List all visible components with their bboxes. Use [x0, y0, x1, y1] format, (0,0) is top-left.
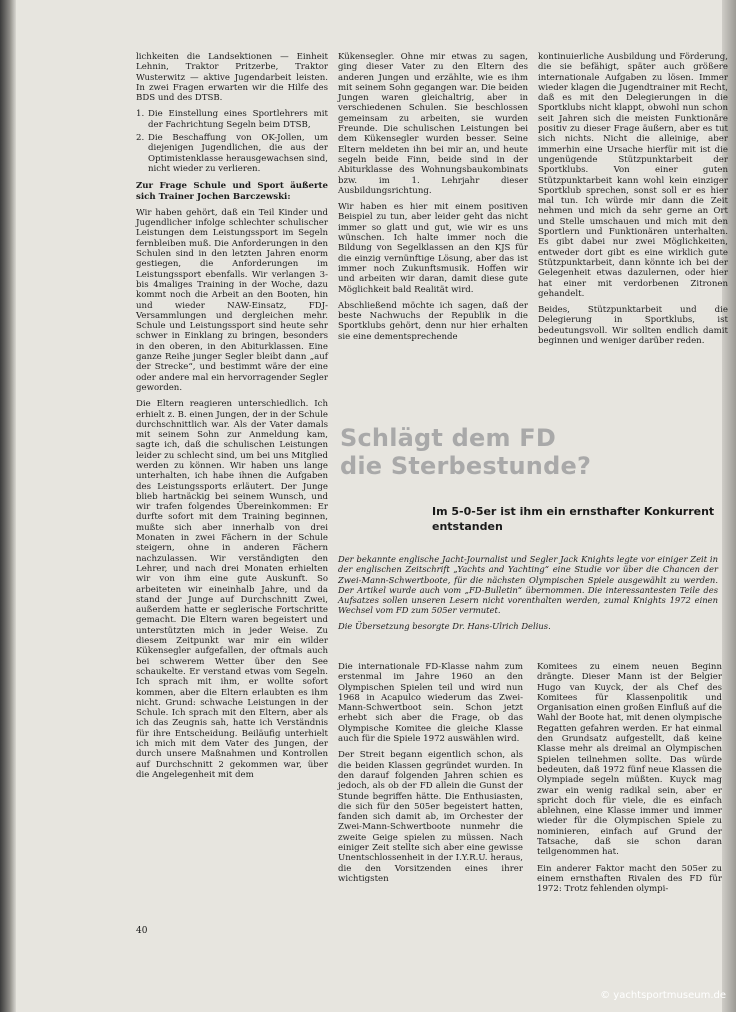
watermark: © yachtsportmuseum.de — [600, 990, 726, 1001]
article-subtitle: Im 5-0-5er ist ihm ein ernsthafter Konkurrent entstanden — [432, 505, 715, 533]
paragraph: Der Streit begann eigentlich schon, als die beiden Klassen gegründet wurden. In den darauf folgenden Jahren schien es jedoch, als ob der FD allein die Gunst der Stunde begriffen hätte. Die Enthusiasten, die sich für den 505er begeistert hatten, fanden sich damit ab, im Orchester der Zwei-Mann-Schwertboote nunmehr die zweite Geige spielen zu müssen. Nach einiger Zeit stellte sich aber eine gewisse Unentschlossenheit in der I.Y.R.U. heraus, die den Vorsitzenden eines ihrer wichtigsten — [338, 750, 523, 884]
page-number: 40 — [136, 926, 148, 936]
paragraph: Beides, Stützpunktarbeit und die Delegierung in Sportklubs, ist bedeutungsvoll. Wir sollten endlich damit beginnen und weniger darüber reden. — [538, 305, 728, 347]
paragraph: Wir haben es hier mit einem positiven Beispiel zu tun, aber leider geht das nicht immer so glatt und gut, wie wir es uns wünschen. Ich halte immer noch die Bildung von Segelklassen an den KJS für die einzig vernünftige Lösung, aber das ist immer noch Zukunftsmusik. Hoffen wir und arbeiten wir daran, damit diese gute Möglichkeit bald Realität wird. — [338, 202, 528, 295]
paragraph: Kükensegler. Ohne mir etwas zu sagen, ging dieser Vater zu den Eltern des anderen Jungen und erzählte, wie es ihm mit seinem Sohn gegangen war. Die beiden Jungen waren gleichaltrig, aber in verschiedenen Schulen. Sie beschlossen gemeinsam zu arbeiten, sie wurden Freunde. Die schulischen Leistungen bei dem Kükensegler wurden besser. Seine Eltern meldeten ihn bei mir an, und heute segeln beide Finn, beide sind in der Abiturklasse des Wohnungsbaukombinats bzw. im 1. Lehrjahr dieser Ausbildungsrichtung. — [338, 52, 528, 196]
paragraph: lichkeiten die Landsektionen — Einheit Lehnin, Traktor Pritzerbe, Traktor Wusterwitz — aktive Jugendarbeit leisten. In zwei Fragen erwarten wir die Hilfe des BDS und des DTSB. — [136, 52, 328, 104]
article-headline: Schlägt dem FD die Sterbestunde? — [340, 424, 592, 480]
intro-text: Der bekannte englische Jacht-Journalist und Segler Jack Knights legte vor einiger Zeit in der englischen Zeitschrift „Yachts and Yachting“ eine Studie vor über die Chancen der Zwei-Mann-Schwertboote, für die nächsten Olympischen Spiele ausgewählt zu werden. Der Artikel wurde auch vom „FD-Bulletin“ übernommen. Die interessantesten Teile des Aufsatzes sollen unseren Lesern nicht vorenthalten werden, zumal Knights 1972 einen Wechsel vom FD zum 505er vermutet. — [338, 554, 718, 616]
column-right — [538, 52, 728, 352]
paragraph: Ein anderer Faktor macht den 505er zu einem ernsthaften Rivalen des FD für 1972: Trotz fehlenden olympi- — [537, 863, 722, 895]
article-column-right — [537, 662, 722, 901]
list-item: 2. Die Beschaffung von OK-Jollen, um diejenigen Jugendlichen, die aus der Optimistenklasse herausgewachsen sind, nicht wieder zu verlieren. — [136, 133, 328, 174]
article-column-left — [338, 662, 523, 890]
article-intro — [338, 554, 718, 636]
paragraph: Die Eltern reagieren unterschiedlich. Ich erhielt z. B. einen Jungen, der in der Schule durchschnittlich war. Als der Vater damals mit seinem Sohn zur Anmeldung kam, sagte ich, daß die schulischen Leistungen leider zu schlecht sind, um bei uns Mitglied werden zu können. Wir haben uns lange unterhalten, ich habe ihnen die Aufgaben des Leistungssports erläutert. Der Junge blieb hartnäckig bei seinem Wunsch, und wir trafen folgendes Übereinkommen: Er durfte sofort mit dem Training beginnen, mußte sich aber innerhalb von drei Monaten in zwei Fächern in der Schule steigern, ohne in anderen Fächern nachzulassen. Wir verständigten den Lehrer, und nach drei Monaten erhielten wir von ihm eine gute Auskunft. So arbeiteten wir eineinhalb Jahre, und da stand der Junge auf Durchschnitt Zwei, außerdem hatte er seglerische Fortschritte gemacht. Die Eltern waren begeistert und unterstützten mich in jeder Weise. Zu diesem Zeitpunkt war mir ein wilder Kükensegler aufgefallen, der oftmals auch bei schwerem Wetter über den See schaukelte. Er verstand etwas vom Segeln. Ich sprach mit ihm, er wollte sofort kommen, aber die Eltern erlaubten es ihm nicht. Grund: schwache Leistungen in der Schule. Ich sprach mit den Eltern, aber als ich das Zeugnis sah, hatte ich Verständnis für ihre Entscheidung. Beiläufig unterhielt ich mich mit dem Vater des Jungen, der durch unsere Maßnahmen und Kontrollen auf Durchschnitt 2 gekommen war, über die Angelegenheit mit dem — [136, 399, 328, 780]
paragraph: Wir haben gehört, daß ein Teil Kinder und Jugendlicher infolge schlechter schulischer Leistungen dem Leistungssport im Segeln fernbleiben muß. Die Anforderungen in den Schulen sind in den letzten Jahren enorm gestiegen, die Anforderungen im Leistungssport ebenfalls. Wir verlangen 3- bis 4maliges Training in der Woche, dazu kommt noch die Arbeit an den Booten, hin und wieder NAW-Einsatz, FDJ-Versammlungen und dergleichen mehr. Schule und Leistungssport sind heute sehr schwer in Einklang zu bringen, besonders in den oberen, in den Abiturklassen. Eine ganze Reihe junger Segler bleibt dann „auf der Strecke“, und bestimmt wäre der eine oder andere mal ein hervorragender Segler geworden. — [136, 207, 328, 393]
paragraph: Die internationale FD-Klasse nahm zum erstenmal im Jahre 1960 an den Olympischen Spielen teil und wird nun 1968 in Acapulco wiederum das Zwei-Mann-Schwertboot sein. Schon jetzt erhebt sich aber die Frage, ob das Olympische Komitee die gleiche Klasse auch für die Spiele 1972 auswählen wird. — [338, 662, 523, 745]
translator-credit: Die Übersetzung besorgte Dr. Hans-Ulrich Delius. — [338, 620, 551, 631]
paragraph: kontinuierliche Ausbildung und Förderung, die sie befähigt, später auch größere internationale Aufgaben zu lösen. Immer wieder klagen die Jugendtrainer mit Recht, daß es mit den Delegierungen in die Sportklubs nicht klappt, obwohl nun schon seit Jahren sich die meisten Funktionäre positiv zu dieser Frage äußern, aber es tut sich nichts. Nicht die alleinige, aber immerhin eine Ursache hierfür mit ist die ungenügende Stützpunktarbeit der Sportklubs. Von einer guten Stützpunktarbeit kann wohl kein einziger Sportklub sprechen, sonst soll er es hier mal tun. Ich würde mir dann die Zeit nehmen und mich da sehr gerne an Ort und Stelle umschauen und mich mit den Sportlern und Funktionären unterhalten. Es gibt dabei nur zwei Möglichkeiten, entweder dort gibt es eine wirklich gute Stützpunktarbeit, dann könnte ich bei der Gelegenheit etwas dazulernen, oder hier hat einer mit verdorbenen Zitronen gehandelt. — [538, 52, 728, 299]
numbered-list — [136, 109, 328, 174]
binding-shadow — [0, 0, 16, 1012]
list-item: 1. Die Einstellung eines Sportlehrers mit der Fachrichtung Segeln beim DTSB, — [136, 109, 328, 130]
section-subheading: Zur Frage Schule und Sport äußerte sich Trainer Jochen Barczewski: — [136, 181, 328, 202]
column-middle — [338, 52, 528, 348]
paragraph: Abschließend möchte ich sagen, daß der beste Nachwuchs der Republik in die Sportklubs gehört, denn nur hier erhalten sie eine dementsprechende — [338, 300, 528, 342]
paragraph: Komitees zu einem neuen Beginn drängte. Dieser Mann ist der Belgier Hugo van Kuyck, der als Chef des Komitees für Klassenpolitik und Organisation einen großen Einfluß auf die Wahl der Boote hat, mit denen olympische Regatten gefahren werden. Er hat einmal den Grundsatz aufgestellt, daß keine Klasse mehr als dreimal an Olympischen Spielen teilnehmen sollte. Das würde bedeuten, daß 1972 fünf neue Klassen die Olympiade segeln müßten. Kuyck mag zwar ein wenig radikal sein, aber er spricht doch für viele, die es einfach ablehnen, eine Klasse immer und immer wieder für die Olympischen Spiele zu nominieren, einfach auf Grund der Tatsache, daß sie schon daran teilgenommen hat. — [537, 662, 722, 858]
column-left — [136, 52, 328, 786]
